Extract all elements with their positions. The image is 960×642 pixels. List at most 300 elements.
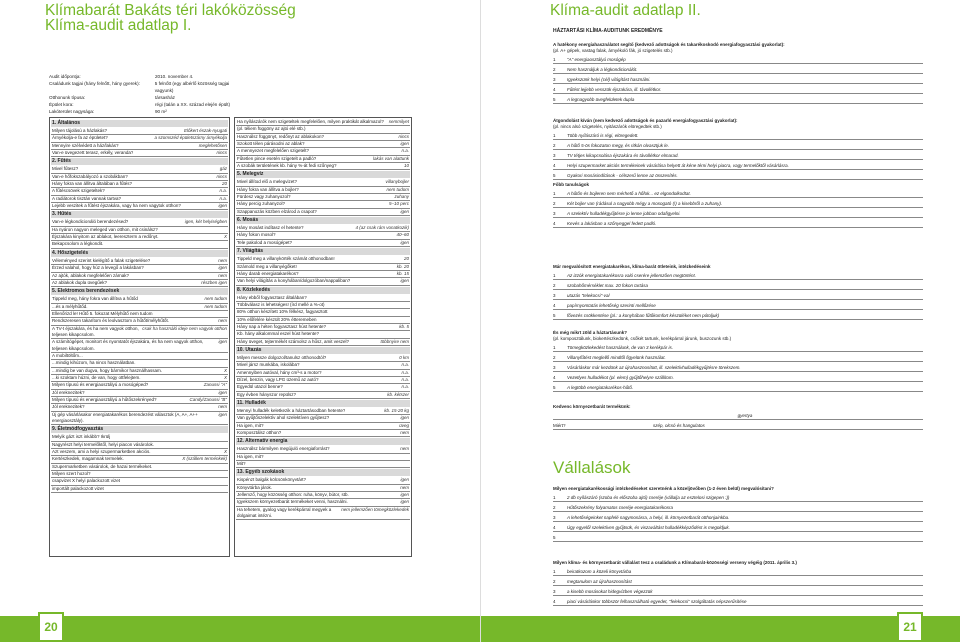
answer: gáz xyxy=(219,166,227,172)
favourite-value xyxy=(553,410,923,420)
question: Véleményed szerint kielégítő a falak szigetelése? xyxy=(52,257,151,263)
section-plans xyxy=(553,486,923,542)
item-text: A lehetőségeinket napfelé nagymosásra, a helyi, ill. környezetbarát otthonjainkba. xyxy=(567,515,730,520)
favourite-text: gyertya xyxy=(737,413,753,418)
list-item xyxy=(553,342,923,352)
item-number: 1 xyxy=(553,345,556,350)
item-text: beiratkozom a közeli könyvtárba xyxy=(567,569,632,574)
answer: a szomszéd épületszárny árnyékolja xyxy=(154,135,227,141)
info-value: régi (talán a XX. század elején épült) xyxy=(155,102,231,107)
questionnaire-col-1 xyxy=(49,117,230,557)
item-number: 2 xyxy=(553,505,556,510)
section-header: 12. Alternatív energia xyxy=(236,438,410,445)
vallalasok-heading: Vállalások xyxy=(553,458,631,477)
question: Használsz bármilyen megújuló energiaforrást? xyxy=(237,446,330,452)
question: Használsz függönyt, redőnyt az ablakokon? xyxy=(237,133,325,139)
question: Hány percig zuhanyzol? xyxy=(237,201,286,207)
info-value: 5 felnőtt (egy albérlő közösség tagjai vagyunk) xyxy=(154,81,230,93)
answer: üveg xyxy=(399,422,409,428)
answer: X xyxy=(223,449,227,455)
list-item xyxy=(553,290,923,300)
question-row xyxy=(236,499,410,506)
question: Számold meg a villanyégőket! xyxy=(237,263,297,269)
right-page xyxy=(480,0,960,642)
answer: n.a. xyxy=(401,384,409,390)
answer: igen xyxy=(400,208,409,214)
question: Egy évben hányszor repülsz? xyxy=(237,391,297,397)
list-item xyxy=(553,84,923,94)
question-row xyxy=(236,324,410,331)
question: Szappanozás közben elzárod a csapot? xyxy=(237,208,317,214)
question: Mennyire szélvédett a ház/lakás? xyxy=(52,142,119,148)
answer: n.a. xyxy=(401,362,409,368)
question: Mivel jársz munkába, iskolába? xyxy=(237,362,300,368)
question: Kispénzt balgák kölcsönkönyvtárt? xyxy=(237,477,307,483)
item-text: TV tétjes kikapcsolása éjszakára és távollétkor elmarad. xyxy=(567,153,679,158)
section-title: Főbb tanulságok xyxy=(553,182,589,187)
question-row xyxy=(51,375,228,382)
item-number: 4 xyxy=(553,599,556,604)
info-label: Lakóterület nagysága: xyxy=(49,109,95,114)
question-row xyxy=(51,486,228,493)
section-header: 8. Közlekedés xyxy=(236,287,410,294)
answer: n.a. xyxy=(401,376,409,382)
list-item xyxy=(553,522,923,532)
item-text: Az izzók energiatakarékosra való cserére jellemzően megtörtént. xyxy=(567,273,697,278)
page-number: 20 xyxy=(38,612,64,642)
question-row xyxy=(236,485,410,492)
item-text: piaci vásárláskor többször felhasználható egyedet, "felekocsi" szolgáltatás népszerűsítése xyxy=(567,599,747,604)
question-row xyxy=(236,331,410,338)
answer: semmilyet xyxy=(388,119,409,124)
answer: X xyxy=(223,374,227,380)
answer: igen xyxy=(400,278,409,284)
question-row xyxy=(51,143,228,150)
answer: 20 xyxy=(221,181,227,187)
list-item xyxy=(553,150,923,160)
info-value: 90 m² xyxy=(155,109,167,114)
question-row xyxy=(51,360,228,367)
question: Komposztálsz otthon? xyxy=(237,430,282,436)
answer: X xyxy=(223,367,227,373)
list-item xyxy=(553,64,923,74)
household-info xyxy=(49,73,249,115)
question: Új gép vásárlásakor energiatakarékos berendezést választok (A, A+, A++ energiaosztály). xyxy=(52,411,198,424)
question-row xyxy=(236,278,410,285)
question-row xyxy=(51,390,228,397)
section-title: Milyen energiatakarékossági intézkedéseket szeretnénk a közeljövőben (1-2 éven belül) megvalósítani? xyxy=(553,486,774,491)
question-row xyxy=(236,408,410,415)
question-row xyxy=(236,302,410,309)
section-header: 5. Melegvíz xyxy=(236,171,410,178)
question-row xyxy=(236,477,410,484)
section-header: 13. Egyéb szokások xyxy=(236,469,410,476)
answer: igen xyxy=(400,141,409,147)
question-row xyxy=(236,187,410,194)
section-implemented xyxy=(553,264,923,320)
question-row xyxy=(51,478,228,485)
question: Hány ebből fogyasztasz általában? xyxy=(237,294,307,300)
why-value: szép, olcsó és hangulatos xyxy=(653,423,705,428)
question: Nagyrészt helyi termelőktől, helyi piacon vásárolok. xyxy=(52,441,155,447)
question-row xyxy=(51,135,228,142)
item-text: Fűtést lejjebb vesszük éjszakára, ill. távollétkor. xyxy=(567,87,662,92)
item-number: 4 xyxy=(553,87,556,92)
answer: igen, két helyiségben xyxy=(184,219,227,225)
item-text: Gyakori mosásindítások - célszerű lenne az összesítés. xyxy=(567,173,678,178)
question: Egyedül utazol benne? xyxy=(237,384,283,390)
answer: kb. 15 xyxy=(396,270,409,276)
question: A radiátorok tisztán vannak tartva? xyxy=(52,195,122,201)
answer: lakás van alattunk xyxy=(372,155,409,161)
answer: n.a. xyxy=(219,195,227,201)
answer: 0 km xyxy=(399,354,409,360)
question: Rendszeresen takarítom és leolvasztom a hűtőt/mélyhűtőt. xyxy=(52,318,170,324)
list-item xyxy=(553,310,923,320)
question: Hány darab energiatakarékos? xyxy=(237,270,299,276)
list-item xyxy=(553,130,923,140)
answer: kb. 15-20 kg xyxy=(384,408,409,413)
info-label: Otthonunk típusa: xyxy=(49,95,86,100)
question: Azt veszem, ami a helyi szupermarketben akciós. xyxy=(52,449,151,455)
answer: igen xyxy=(218,265,227,271)
item-text: fővezés csökkentése (pl.: a konyhában fűtőkomfort készüléket nem pótoljuk) xyxy=(567,313,720,318)
item-text: A szelektív hulladékgyűjtésre jo lenne jobban odafigyelni. xyxy=(567,211,681,216)
question-row xyxy=(236,232,410,239)
question: ...mindig kihúzom, ha nincs használatban. xyxy=(52,360,136,366)
item-text: Villanyfűtést meglellő mindtől figyelünk használat. xyxy=(567,355,666,360)
question: Milyen tájolású a házlakás? xyxy=(52,128,108,133)
question-row xyxy=(51,404,228,411)
list-item xyxy=(553,576,923,586)
section-header: 10. Utazás xyxy=(236,347,410,354)
question: importált palackozott vizet xyxy=(52,485,104,491)
answer: nem xyxy=(400,484,409,490)
section-title: Már megvalósított energiatakarékos, klíma-barát ötleteink, intézkedéseink xyxy=(553,264,711,269)
item-number: 5 xyxy=(553,385,556,390)
question-row xyxy=(236,163,410,170)
list-item xyxy=(553,170,923,180)
answer: nem xyxy=(218,257,227,263)
question: Milyen típusú és energiaosztályú a mosógéped? xyxy=(52,382,149,388)
question: Árnyékolja-e fa az épületet? xyxy=(52,135,108,141)
item-text: Több nyílászáró is régi, elöregedett. xyxy=(567,133,639,138)
question-row xyxy=(236,194,410,201)
item-number: 5 xyxy=(553,535,556,540)
answer: Zanussi "A" xyxy=(203,382,227,388)
question: A szobák területének kb. hány %-át fedi szőnyeg? xyxy=(237,163,337,169)
item-text: Vásárláskor már kezdünk az újrahasznosított, ill. szelektívhulladékgyűjtésre törekszem. xyxy=(567,365,741,370)
item-number: 2 xyxy=(553,579,556,584)
answer: 10 xyxy=(403,163,409,169)
section-note: (pl. nincs alsó szigetelés, nyitászárók elöregedtek stb.) xyxy=(553,124,662,129)
item-number: 5 xyxy=(553,173,556,178)
list-item xyxy=(553,270,923,280)
question-row xyxy=(236,271,410,278)
answer: 4 (az csak rám vonatkozik) xyxy=(355,225,409,231)
question: Szupermarketben vásárolok, de hazai termékeket. xyxy=(52,463,153,469)
answer: 40–60 xyxy=(396,232,409,238)
question-row xyxy=(51,203,228,210)
list-item xyxy=(553,362,923,372)
question-row xyxy=(51,318,228,325)
item-text: Úgy egyelől szelektíven gyűjtsük, és viszaváltást hulladékképződést is megoldjuk. xyxy=(567,525,730,530)
question: (pl. téliem függöny az ajtó elé stb.) xyxy=(237,126,306,132)
item-number: 1 xyxy=(553,191,556,196)
question-row xyxy=(51,265,228,272)
question-row xyxy=(51,296,228,303)
answer: nem xyxy=(400,430,409,436)
list-item xyxy=(553,188,923,198)
answer: nem jellemzően tömegközlekedek xyxy=(341,506,409,512)
question-row xyxy=(51,219,228,226)
question-row xyxy=(51,280,228,287)
question-row xyxy=(51,464,228,471)
question-row xyxy=(236,126,410,133)
item-text: "A" energiaosztályú mosógép xyxy=(567,57,626,62)
section-title: És még mikrt zöld a háztartásunk? xyxy=(553,330,628,335)
answer: igen xyxy=(218,339,227,345)
questionnaire-col-2 xyxy=(234,117,412,557)
question-row xyxy=(236,362,410,369)
answer: kb. 5 xyxy=(399,323,409,329)
question-row xyxy=(236,377,410,384)
page-title-2: Klíma-audit adatlap I. xyxy=(45,17,192,34)
section-reconsider xyxy=(553,118,923,180)
question-row xyxy=(51,196,228,203)
answer: Előkert észak-nyugati xyxy=(183,128,227,133)
question: Van-e hőfokszabályozó a szobákban? xyxy=(52,173,128,179)
question: Mit? xyxy=(237,461,246,467)
question-row xyxy=(51,241,228,248)
answer: nincs xyxy=(216,173,227,179)
answer: 20 xyxy=(403,256,409,262)
question: ...mindig be van dugva, hogy bármikor használhassam. xyxy=(52,367,163,373)
list-item xyxy=(553,382,923,392)
why-label: Miért? xyxy=(553,423,566,428)
question: Mivel állítod elő a melegvizet? xyxy=(237,179,298,185)
question: Milyen típusú és energiaosztályú a hűtőszekrényed? xyxy=(52,397,157,402)
info-value: 2010. november 4. xyxy=(155,74,194,79)
question: Többválasz is lehetséges! (írd mellé a %-ot) xyxy=(237,301,325,307)
question-row xyxy=(236,492,410,499)
section-lessons xyxy=(553,182,923,228)
question: A számítógépet, monitort és nyomtatót éjszakára, és ha nem vagyok otthon, teljesen kikapcsolom. xyxy=(52,339,204,351)
item-text: A hűtőn és bojleren nem mérhető a hőfok... ez elgondolkodtat. xyxy=(567,191,691,196)
section-header: 9. Életmódfogyasztás xyxy=(51,426,228,433)
item-number: 5 xyxy=(553,313,556,318)
item-number: 4 xyxy=(553,303,556,308)
section-title: A hatékony energiahasználatot segítő (kedvező adottságok és takarékoskodó energiafogyasztási gyakorlat): xyxy=(553,42,785,47)
question: Mennyi hulladék keletkezik a háztartásodban hetente? xyxy=(237,408,346,413)
question-row xyxy=(51,434,228,441)
item-number: 1 xyxy=(553,569,556,574)
question-row xyxy=(236,256,410,263)
list-item xyxy=(553,532,923,542)
question: Van-e légkondicionáló berendezésed? xyxy=(52,219,129,225)
question: Mivel fűtesz? xyxy=(52,166,79,172)
info-label: Épület kora: xyxy=(49,102,74,107)
answer: igen xyxy=(218,203,227,209)
page-title-1: Klímabarát Bakáts téri lakóközösség xyxy=(45,2,296,19)
item-number: 3 xyxy=(553,153,556,158)
question-row xyxy=(51,471,228,478)
question: Ha tehetem, gyalog vagy kerékpárral megyek a dolgaimat intézni. xyxy=(237,506,332,519)
question: Hány mosást indítasz el hetente? xyxy=(237,225,304,231)
answer: igen xyxy=(400,492,409,498)
item-text: A legnagyobb üvegfelületek dupla xyxy=(567,97,635,102)
question: 80% otthon készített 10% félkész, fagyasztott xyxy=(237,309,328,315)
question-row xyxy=(51,353,228,360)
answer: X xyxy=(223,234,227,240)
section-header: 5. Elektromos berendezések xyxy=(51,288,228,295)
item-text: Nem használjuk a légkondicionálót. xyxy=(567,67,638,72)
question: Ha igen, mit? xyxy=(237,422,264,428)
question-row xyxy=(236,317,410,324)
info-value: társasház xyxy=(155,95,175,100)
answer: villanybojler xyxy=(385,179,409,185)
question-row xyxy=(51,304,228,311)
question-row xyxy=(236,201,410,208)
info-row xyxy=(49,80,249,94)
question: Ha nyílászárók nem szigeteltek megfelelően, milyen praktikát alkalmazol? xyxy=(237,119,384,124)
answer: igen xyxy=(400,477,409,483)
list-item xyxy=(553,198,923,208)
question-row xyxy=(236,423,410,430)
item-text: Kevés a lakásban a szőnyeggel fedett padló. xyxy=(567,221,657,226)
info-row xyxy=(49,101,249,108)
question: A mennyezet megfelelően szigetelt? xyxy=(237,148,310,154)
info-row xyxy=(49,94,249,101)
question: A fűtéscsövek szigeteltek? xyxy=(52,188,105,194)
section-header: 4. Hőszigetelés xyxy=(51,250,228,257)
question: Érzed valahol, hogy húz a levegő a lakásban? xyxy=(52,265,144,271)
answer: igen xyxy=(400,415,409,421)
section-green xyxy=(553,330,923,392)
question: Tippeld meg, hány fokra van állítva a hűtőd xyxy=(52,296,138,302)
question-row xyxy=(236,148,410,155)
question-row xyxy=(236,415,410,422)
question-row xyxy=(51,128,228,135)
item-number: 3 xyxy=(553,77,556,82)
item-number: 2 xyxy=(553,355,556,360)
question-row xyxy=(236,309,410,316)
section-note: (pl. komposztálunk, biokertészkedünk, csőkét tartunk, kerékpárral járunk, buszozunk stb.) xyxy=(553,336,732,341)
item-text: papírnyomtatás lehetőség szerinti mellőzése xyxy=(567,303,656,308)
item-number: 1 xyxy=(553,273,556,278)
question-row xyxy=(236,446,410,453)
item-number: 4 xyxy=(553,375,556,380)
section-header: 2. Fűtés xyxy=(51,158,228,165)
question: Melyik gázt iszt inkább? Ikrülj xyxy=(52,434,111,440)
answer: igen xyxy=(400,239,409,245)
item-text: a kisebb mosásokat hidegvízben végezzük xyxy=(567,589,653,594)
list-item xyxy=(553,502,923,512)
question-row xyxy=(51,166,228,173)
item-text: Igyekszünk helyi (cél) világítást használni. xyxy=(567,77,651,82)
answer: X (szállem terménkek) xyxy=(182,456,227,462)
item-number: 1 xyxy=(553,133,556,138)
item-number: 4 xyxy=(553,221,556,226)
section-header: 3. Hűtés xyxy=(51,211,228,218)
answer: csak ha használó ideje nem vagyok otthon xyxy=(142,325,227,331)
question: Amennyiben autóval, hány cm³-s a motor? xyxy=(237,369,322,375)
question-row xyxy=(51,449,228,456)
list-item xyxy=(553,160,923,170)
question-row xyxy=(51,311,228,318)
question-row xyxy=(51,412,228,426)
question-row xyxy=(51,368,228,375)
item-text: Két bojler van (rádásul a nagyobb mégy a mosogató (!) a kisebbről a zuhany). xyxy=(567,201,723,206)
question-row xyxy=(51,273,228,280)
why-row xyxy=(553,420,923,430)
list-item xyxy=(553,218,923,228)
results-heading: HÁZTARTÁSI KLÍMA-AUDITUNK EREDMÉNYE xyxy=(553,28,663,34)
item-number: 1 xyxy=(553,57,556,62)
item-number: 2 xyxy=(553,283,556,288)
section-favourite xyxy=(553,404,923,430)
question: Hány üveget, tejtermékét számolsz a hűsz, amit veszel? xyxy=(237,338,350,344)
question-row xyxy=(51,382,228,389)
question-row xyxy=(51,174,228,181)
question-row xyxy=(51,258,228,265)
answer: nem xyxy=(218,318,227,324)
item-text: Helyi szupermarket akciós termékeinek vásárlása helyett át kéne térni helyi piacra, vagy termelőktől vásárlásra. xyxy=(567,163,789,168)
list-item xyxy=(553,74,923,84)
question: Hány fokon mosol? xyxy=(237,232,276,238)
list-item xyxy=(553,596,923,606)
item-text: megtanulom az újrahasznosítást xyxy=(567,579,632,584)
answer: zuhany xyxy=(394,194,409,200)
answer: nem xyxy=(400,446,409,452)
question-row xyxy=(236,141,410,148)
page-title: Klíma-audit adatlap II. xyxy=(550,2,701,19)
section-commitments xyxy=(553,560,923,606)
answer: nincs xyxy=(398,133,409,139)
item-number: 2 xyxy=(553,67,556,72)
question-row xyxy=(51,181,228,188)
question-row xyxy=(236,209,410,216)
question-row xyxy=(236,370,410,377)
question: Hány fokra van állítva általában a fűtés? xyxy=(52,181,133,187)
page-number: 21 xyxy=(897,612,923,642)
item-number: 3 xyxy=(553,211,556,216)
question-row xyxy=(51,227,228,234)
question-row xyxy=(236,156,410,163)
item-number: 3 xyxy=(553,365,556,370)
answer: nem tudom xyxy=(204,303,227,309)
list-item xyxy=(553,372,923,382)
item-number: 4 xyxy=(553,525,556,530)
section-header: 7. Világítás xyxy=(236,248,410,255)
section-note: (pl. A+ gépek, vastag falak, árnyékoló fák, jó szigetelés stb.) xyxy=(553,48,673,53)
question: Van-e üvegezett terasz, erkély, veranda? xyxy=(52,150,134,156)
question: Ellenőrizd le! Hűtő 5. fokozat Mélyhűtő nem tudom xyxy=(52,310,153,316)
list-item xyxy=(553,352,923,362)
list-item xyxy=(553,140,923,150)
question: Fűtetlen pince esetén szigetelt a padló? xyxy=(237,155,317,161)
list-item xyxy=(553,300,923,310)
question-row xyxy=(236,134,410,141)
item-number: 4 xyxy=(553,163,556,168)
item-number: 3 xyxy=(553,515,556,520)
question-row xyxy=(51,188,228,195)
question: ...és a mélyhűtőd. xyxy=(52,303,88,309)
info-row xyxy=(49,108,249,115)
question-row xyxy=(51,397,228,404)
item-text: 2 db nyílászáró (szoba és előszoba ajtó) cseréje (vállalja az esztelosi szigepen :)) xyxy=(567,495,730,500)
question: A TV-t éjszakára, és ha nem vagyok otthon, teljesen kikapcsolom. xyxy=(52,325,139,337)
